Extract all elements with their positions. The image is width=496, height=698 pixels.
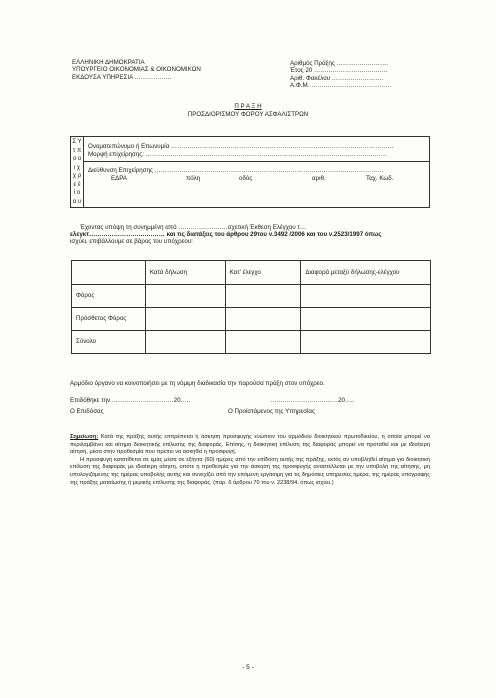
- cell-empty: [225, 285, 301, 308]
- row-label-additional-tax: Πρόσθετος Φόρος: [72, 308, 146, 331]
- note-paragraph-2: Η προσφυγή κατατίθεται σε εμάς μέσα σε εξήντα (60) ημέρες από την επίδοση αυτής της πράξης, εκτός αν υποβληθεί αίτημα για διοικητική επίλυση της διαφοράς με ιδιαίτερη αίτηση, οπότε η προθεσμία για την άσκηση της προσφυγής αναστέλλεται με την υποβολή της αίτησης, μη υπολογιζόμενης της ημέρας υποβολής αυτής και συνεχίζει από την επόμενη εργάσιμη για τις δημόσιες υπηρεσίες ημέρα, της ημέρας υπογραφής της πράξης ματαίωσης ή μερικής επίλυσης της διαφοράς. (παρ. 6 άρθρου 70 του ν. 2238/94, όπως ισχύει.): [70, 456, 430, 486]
- side-letters-5: χ ρ: [72, 173, 82, 179]
- act-number-field: Αριθμός Πράξης …………………….: [290, 60, 388, 67]
- year-field: Έτος 20 …………………….………..: [290, 67, 388, 75]
- side-letters-2: τ π: [72, 147, 82, 154]
- tax-assessment-table: [71, 260, 431, 354]
- intro-line-2: ελεγκτ……………………….……… και τις διατάξεις του άρθρου 29του ν.3492 /2006 και του ν.2523/1997 όπως: [70, 231, 382, 238]
- document-title: [0, 103, 496, 119]
- seat-label: ΕΔΡΑ: [111, 175, 128, 182]
- row-label-tax: Φόρος: [72, 285, 146, 308]
- header-difference: Διαφορά μεταξύ δήλωσης-ελέγχου: [301, 261, 431, 285]
- row-label-total: Σύνολο: [72, 331, 146, 354]
- intro-line-1: Έχοντας υπόψη τη συνημμένη από ……………………σχετική Έκθεση Ελέγχου τ…: [80, 224, 307, 231]
- page-number: - 5 -: [242, 664, 254, 671]
- side-letters-8: α υ: [72, 198, 82, 205]
- table-header-row: [72, 261, 431, 285]
- cell-empty: [301, 331, 431, 354]
- legal-note: [70, 434, 430, 487]
- table-row: [72, 331, 431, 354]
- postcode-label: Ταχ. Κωδ.: [366, 175, 394, 182]
- intro-line-3: ισχύει, επιβάλλουμε σε βάρος του υπόχρεου:: [70, 238, 193, 245]
- republic-line: ΕΛΛΗΝΙΚΗ ΔΗΜΟΚΡΑΤΙΑ: [72, 59, 145, 66]
- taxpayer-details-box: [70, 136, 430, 208]
- side-letters-6: ε έ: [73, 181, 81, 188]
- side-letters-7: ί ο: [73, 190, 81, 196]
- side-letters-1: Σ Υ: [72, 139, 82, 145]
- note-text-1: Κατά της πράξης αυτής επιτρέπεται η άσκηση προσφυγής ενώπιον του αρμόδιου διοικητικού πρωτοδικείου, η οποία μπορεί να περιλαμβάνει και αίτημα διοικητικής επίλυσης της διαφοράς. Επίσης, η διοικητική επίλυση της διαφοράς μπορεί να προταθεί και με ιδιαίτερη αίτηση, μέσα στην προθεσμία που πρέπει να ασκηθεί η προσφυγή.: [70, 434, 430, 456]
- signature-date-line: ……………………………20…..: [270, 397, 355, 404]
- number-label: αριθ.: [312, 175, 326, 182]
- taxpayer-side-label: [71, 137, 84, 207]
- tax-id-field: Α.Φ.Μ. …………………………………: [290, 82, 392, 90]
- header-declared: Κατά δήλωση: [145, 261, 225, 285]
- cell-empty: [145, 285, 225, 308]
- box-divider: [84, 161, 429, 162]
- city-label: πόλη: [186, 175, 201, 182]
- side-letters-3: ο ο: [72, 156, 82, 162]
- title-main: Π Ρ Α Ξ Η: [234, 103, 262, 110]
- header-empty: [72, 261, 146, 285]
- reference-block: [290, 60, 392, 90]
- side-letters-4: ι χ: [73, 164, 81, 171]
- issuing-authority-header: [72, 59, 201, 81]
- header-audited: Κατ' έλεγχο: [225, 261, 301, 285]
- table-row: [72, 285, 431, 308]
- file-number-field: Αριθ. Φακέλου …………………….: [290, 74, 384, 82]
- ministry-line: ΥΠΟΥΡΓΕΙΟ ΟΙΚΟΝΟΜΙΑΣ & ΟΙΚΟΝΟΜΙΚΩΝ: [72, 66, 201, 74]
- title-sub: ΠΡΟΣΔΙΟΡΙΣΜΟΥ ΦΟΡΟΥ ΑΣΦΑΛΙΣΤΡΩΝ: [187, 111, 309, 118]
- cell-empty: [145, 308, 225, 331]
- table-row: [72, 308, 431, 331]
- competent-authority-text: Αρμόδιο όργανο να κοινοποιήσει με τη νόμιμη διαδικασία την παρούσα πράξη στον υπόχρεο.: [70, 380, 325, 387]
- note-title: Σημείωση:: [70, 434, 99, 440]
- address-field: Διεύθυνση Επιχείρησης …………………………………………………………………………………………………: [88, 167, 384, 174]
- cell-empty: [301, 285, 431, 308]
- cell-empty: [145, 331, 225, 354]
- deliverer-label: Ο Επιδόσας: [70, 408, 104, 415]
- head-of-office-label: Ο Προϊστάμενος της Υπηρεσίας: [228, 408, 315, 415]
- street-label: οδός: [239, 175, 253, 182]
- cell-empty: [301, 308, 431, 331]
- cell-empty: [225, 331, 301, 354]
- business-form-field: Μορφή επιχείρησης: ………………………………………………………………………………………………………: [88, 151, 388, 158]
- cell-empty: [225, 308, 301, 331]
- issuing-office-line: ΕΚΔΟΥΣΑ ΥΠΗΡΕΣΙΑ ………………: [72, 73, 172, 81]
- name-field: Ονοματεπώνυμο ή Επωνυμία ………………………………………………………………………………………………: [88, 143, 394, 150]
- delivered-on-line: Επιδόθηκε την …………………………20…..: [70, 397, 191, 404]
- note-paragraph-1: [70, 434, 430, 457]
